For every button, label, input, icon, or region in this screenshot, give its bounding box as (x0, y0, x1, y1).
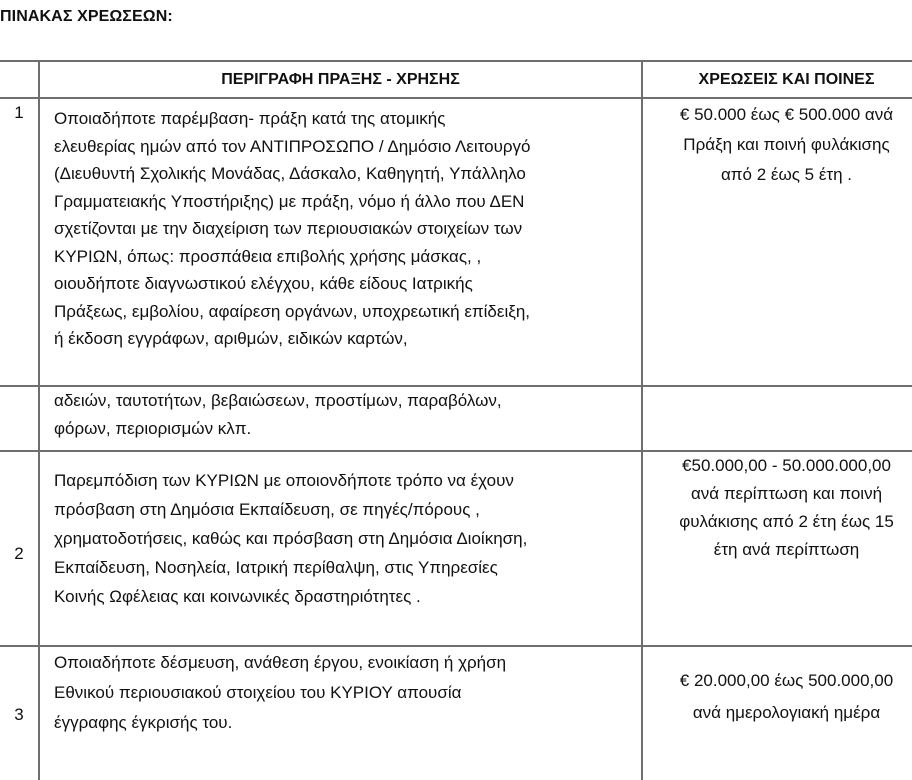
charge-line: από 2 έως 5 έτη . (720, 165, 853, 184)
description-line: χρηματοδοτήσεις, καθώς και πρόσβαση στη Δημόσια Διοίκηση, (54, 529, 528, 548)
row-number: 1 (14, 103, 24, 122)
charge-line: ανά περίπτωση και ποινή (690, 484, 883, 503)
description-line: Εθνικού περιουσιακού στοιχείου του ΚΥΡΙΟΥ απουσία (54, 683, 462, 702)
row-description (40, 105, 641, 353)
charge-line: Πράξη και ποινή φυλάκισης (683, 135, 890, 154)
description-line: Κοινής Ωφέλειας και κοινωνικές δραστηριότητες . (54, 587, 421, 606)
description-line: οιουδήποτε διαγνωστικού ελέγχου, κάθε είδους Ιατρικής (54, 274, 473, 293)
charge-line: ανά ημερολογιακή ημέρα (692, 703, 881, 722)
description-line: Εκπαίδευση, Νοσηλεία, Ιατρική περίθαλψη, στις Υπηρεσίες (54, 558, 498, 577)
description-line: Γραμματειακής Υποστήριξης) με πράξη, νόμο ή άλλο που ΔΕΝ (54, 191, 525, 211)
description-line: ή έκδοση εγγράφων, αριθμών, ειδικών καρτών, (54, 329, 408, 348)
description-line: Οποιαδήποτε παρέμβαση- πράξη κατά της ατομικής (54, 109, 446, 128)
row-description (40, 387, 641, 442)
charge-line: έτη ανά περίπτωση (713, 540, 860, 559)
row-charges (643, 100, 912, 190)
row-number: 2 (14, 544, 24, 563)
row-description (40, 466, 641, 611)
description-line: Πράξεως, εμβολίου, αφαίρεση οργάνων, υποχρεωτική επίδειξη, (54, 301, 531, 321)
header-number (0, 62, 38, 97)
header-description: ΠΕΡΙΓΡΑΦΗ ΠΡΑΞΗΣ - ΧΡΗΣΗΣ (221, 71, 460, 88)
row-divider (0, 645, 912, 647)
description-line: Παρεμπόδιση των ΚΥΡΙΩΝ με οποιονδήποτε τρόπο να έχουν (54, 471, 514, 490)
description-line: ελευθερίας ημών από τον ΑΝΤΙΠΡΟΣΩΠΟ / Δημόσιο Λειτουργό (54, 136, 531, 156)
charge-line: € 20.000,00 έως 500.000,00 (679, 671, 894, 690)
row-number: 3 (14, 705, 24, 724)
charge-line: €50.000,00 - 50.000.000,00 (682, 456, 891, 475)
description-line: έγγραφης έγκρισής του. (54, 713, 233, 732)
row-charges (643, 452, 912, 564)
description-line: (Διευθυντή Σχολικής Μονάδας, Δάσκαλο, Καθηγητή, Υπάλληλο (54, 164, 526, 183)
header-bottom-border (0, 97, 912, 99)
description-line: ΚΥΡΙΩΝ, όπως: προσπάθεια επιβολής χρήσης μάσκας, , (54, 246, 482, 266)
header-charges: ΧΡΕΩΣΕΙΣ ΚΑΙ ΠΟΙΝΕΣ (698, 71, 875, 88)
description-line: Οποιαδήποτε δέσμευση, ανάθεση έργου, ενοικίαση ή χρήση (54, 653, 507, 672)
charge-line: φυλάκισης από 2 έτη έως 15 (679, 512, 894, 531)
charge-line: € 50.000 έως € 500.000 ανά (679, 105, 894, 124)
description-line: φόρων, περιορισμών κλπ. (54, 418, 252, 438)
description-line: σχετίζονται με την διαχείριση των περιουσιακών στοιχείων των (54, 219, 523, 238)
table-top-border (0, 60, 912, 62)
description-line: αδειών, ταυτοτήτων, βεβαιώσεων, προστίμων, παραβόλων, (54, 391, 502, 410)
document-title: ΠΙΝΑΚΑΣ ΧΡΕΩΣΕΩΝ: (0, 8, 173, 25)
row-charges (643, 665, 912, 729)
description-line: πρόσβαση στη Δημόσια Εκπαίδευση, σε πηγές/πόρους , (54, 500, 480, 519)
row-description (40, 648, 641, 738)
